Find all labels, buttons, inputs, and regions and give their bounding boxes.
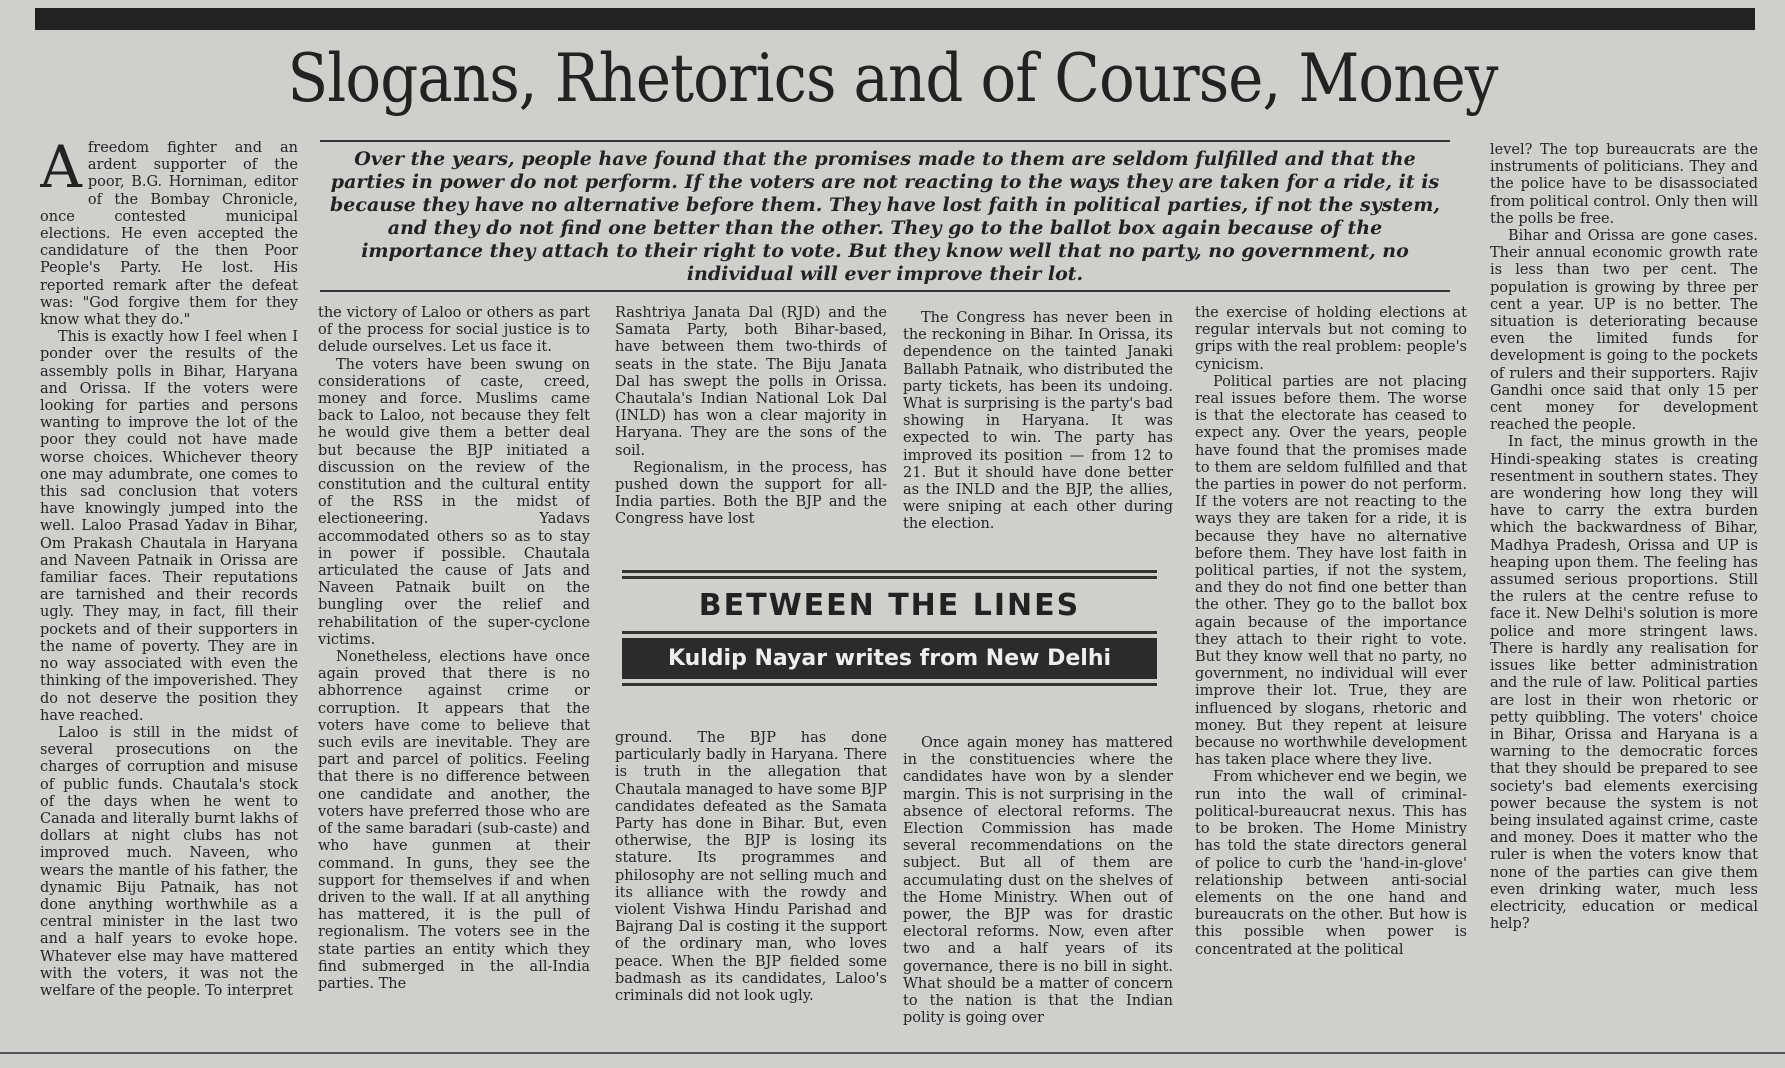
column-6 — [1490, 142, 1758, 1040]
double-rule — [622, 683, 1157, 686]
headline: Slogans, Rhetorics and of Course, Money — [287, 40, 1498, 117]
column-5 — [1195, 305, 1467, 1040]
column-header-box — [622, 570, 1157, 710]
column-3-bottom — [615, 730, 887, 1040]
column-6-paragraph-3: In fact, the minus growth in the Hindi-speaking states is creating resentment in southern states. They are wondering how long they will have to carry the extra burden which the backwardness of Bihar, Madhya Pradesh, Orissa and UP is heaping upon them. The feeling has assumed serious proportions. Still the rulers at the centre refuse to face it. New Delhi's solution is more police and more stringent laws. There is hardly any realisation for issues like better administration and the rule of law. Political parties are lost in their won rhetoric or petty quibbling. The voters' choice in Bihar, Orissa and Haryana is a warning to the democratic forces that they should be prepared to see society's bad elements exercising power because the system is not being insulated against crime, caste and money. Does it matter who the ruler is when the voters know that none of the parties can give them even drinking water, much less electricity, education or medical help? — [1490, 434, 1758, 933]
byline: Kuldip Nayar writes from New Delhi — [622, 638, 1157, 679]
column-6-paragraph-1: level? The top bureaucrats are the instruments of politicians. They and the police have to be disassociated from political control. Only then will the polls be free. — [1490, 142, 1758, 227]
column-4-bottom-paragraph: Once again money has mattered in the constituencies where the candidates have won by a slender margin. This is not surprising in the absence of electoral reforms. The Election Commission has made several recommendations on the subject. But all of them are accumulating dust on the shelves of the Home Ministry. When out of power, the BJP was for drastic electoral reforms. Now, even after two and a half years of its governance, there is no bill in sight. What should be a matter of concern to the nation is that the Indian polity is going over — [903, 735, 1173, 1027]
top-rule — [35, 8, 1755, 30]
column-2-paragraph-1: the victory of Laloo or others as part of the process for social justice is to delude ourselves. Let us face it. — [318, 305, 590, 356]
column-2 — [318, 305, 590, 1040]
column-6-paragraph-2: Bihar and Orissa are gone cases. Their annual economic growth rate is less than two per cent. The population is growing by three per cent a year. UP is no better. The situation is deteriorating because even the limited funds for development is going to the pockets of rulers and their supporters. Rajiv Gandhi once said that only 15 per cent money for development reached the people. — [1490, 228, 1758, 434]
column-2-paragraph-3: Nonetheless, elections have once again proved that there is no abhorrence against crime or corruption. It appears that the voters have come to believe that such evils are inevitable. They are part and parcel of politics. Feeling that there is no difference between one candidate and another, the voters have preferred those who are of the same baradari (sub-caste) and who have gunmen at their command. In guns, they see the support for themselves if and when driven to the wall. If at all anything has mattered, it is the pull of regionalism. The voters see in the state parties an entity which they find submerged in the all-India parties. The — [318, 649, 590, 992]
column-1-paragraph-1: freedom fighter and an ardent supporter of the poor, B.G. Horniman, editor of the Bombay Chronicle, once contested municipal elections. He even accepted the candidature of the then Poor People's Party. He lost. His reported remark after the defeat was: "God forgive them for they know what they do." — [40, 140, 298, 329]
column-3-paragraph-2: Regionalism, in the process, has pushed down the support for all-India parties. Both the BJP and the Congress have lost — [615, 459, 887, 528]
column-3-top — [615, 305, 887, 550]
bottom-rule — [0, 1052, 1785, 1054]
column-5-paragraph-3: From whichever end we begin, we run into the wall of criminal-political-bureaucrat nexus. This has to be broken. The Home Ministry has told the state directors general of police to curb the 'hand-in-glove' relationship between anti-social elements on the one hand and bureaucrats on the other. But how is this possible when power is concentrated at the political — [1195, 769, 1467, 958]
column-3-bottom-paragraph: ground. The BJP has done particularly badly in Haryana. There is truth in the allegation that Chautala managed to have some BJP candidates defeated as the Samata Party has done in Bihar. But, even otherwise, the BJP is losing its stature. Its programmes and philosophy are not selling much and its alliance with the rowdy and violent Vishwa Hindu Parishad and Bajrang Dal is costing it the support of the ordinary man, who loves peace. When the BJP fielded some badmash as its candidates, Laloo's criminals did not look ugly. — [615, 730, 887, 1005]
pull-quote-box — [320, 140, 1450, 292]
column-4-bottom — [903, 735, 1173, 1040]
column-4-paragraph-1: The Congress has never been in the reckoning in Bihar. In Orissa, its dependence on the tainted Janaki Ballabh Patnaik, who distributed the party tickets, has been its undoing. What is surprising is the party's bad showing in Haryana. It was expected to win. The party has improved its position — from 12 to 21. But it should have done better as the INLD and the BJP, the allies, were sniping at each other during the election. — [903, 310, 1173, 533]
column-1 — [40, 140, 298, 1040]
column-4-top — [903, 310, 1173, 550]
column-5-paragraph-2: Political parties are not placing real issues before them. The worse is that the electorate has ceased to expect any. Over the years, people have found that the promises made to them are seldom fulfilled and that the parties in power do not perform. If the voters are not reacting to the ways they are taken for a ride, it is because they have no alternative before them. They have lost faith in political parties, if not the system, and they do not find one better than the other. They go to the ballot box again because of the importance they attach to their right to vote. But they know well that no party, no government, no individual will ever improve their lot. True, they are influenced by slogans, rhetoric and money. But they repent at leisure because no worthwhile development has taken place where they live. — [1195, 373, 1467, 769]
column-2-paragraph-2: The voters have been swung on considerations of caste, creed, money and force. Muslims came back to Laloo, not because they felt he would give them a better deal but because the BJP initiated a discussion on the review of the constitution and the cultural entity of the RSS in the midst of electioneering. Yadavs accommodated others so as to stay in power if possible. Chautala articulated the cause of Jats and Naveen Patnaik built on the bungling over the relief and rehabilitation of the super-cyclone victims. — [318, 356, 590, 648]
double-rule — [622, 631, 1157, 634]
column-5-paragraph-1: the exercise of holding elections at regular intervals but not coming to grips with the real problem: people's cynicism. — [1195, 305, 1467, 373]
pull-quote: Over the years, people have found that the promises made to them are seldom fulfilled and that the parties in power do not perform. If the voters are not reacting to the ways they are taken for a ride, it is because they have no alternative before them. They have lost faith in political parties, if not the system, and they do not find one better than the other. They go to the ballot box again because of the importance they attach to their right to vote. But they know well that no party, no government, no individual will ever improve their lot. — [330, 148, 1440, 285]
double-rule — [622, 570, 1157, 573]
column-1-paragraph-3: Laloo is still in the midst of several prosecutions on the charges of corruption and misuse of public funds. Chautala's stock of the days when he went to Canada and literally burnt lakhs of dollars at night clubs has not improved much. Naveen, who wears the mantle of his father, the dynamic Biju Patnaik, has not done anything worthwhile as a central minister in the last two and a half years to evoke hope. Whatever else may have mattered with the voters, it was not the welfare of the people. To interpret — [40, 724, 298, 999]
double-rule — [622, 576, 1157, 579]
column-1-paragraph-2: This is exactly how I feel when I ponder over the results of the assembly polls in Bihar, Haryana and Orissa. If the voters were looking for parties and persons wanting to improve the lot of the poor they could not have made worse choices. Whichever theory one may adumbrate, one comes to this sad conclusion that voters have knowingly jumped into the well. Laloo Prasad Yadav in Bihar, Om Prakash Chautala in Haryana and Naveen Patnaik in Orissa are familiar faces. Their reputations are tarnished and their records ugly. They may, in fact, fill their pockets and of their supporters in the name of poverty. They are in no way associated with even the thinking of the impoverished. They do not deserve the position they have reached. — [40, 329, 298, 724]
column-3-paragraph-1: Rashtriya Janata Dal (RJD) and the Samata Party, both Bihar-based, have between them two-thirds of seats in the state. The Biju Janata Dal has swept the polls in Orissa. Chautala's Indian National Lok Dal (INLD) has won a clear majority in Haryana. They are the sons of the soil. — [615, 305, 887, 459]
column-title: BETWEEN THE LINES — [698, 588, 1081, 623]
drop-cap: A — [40, 140, 82, 201]
